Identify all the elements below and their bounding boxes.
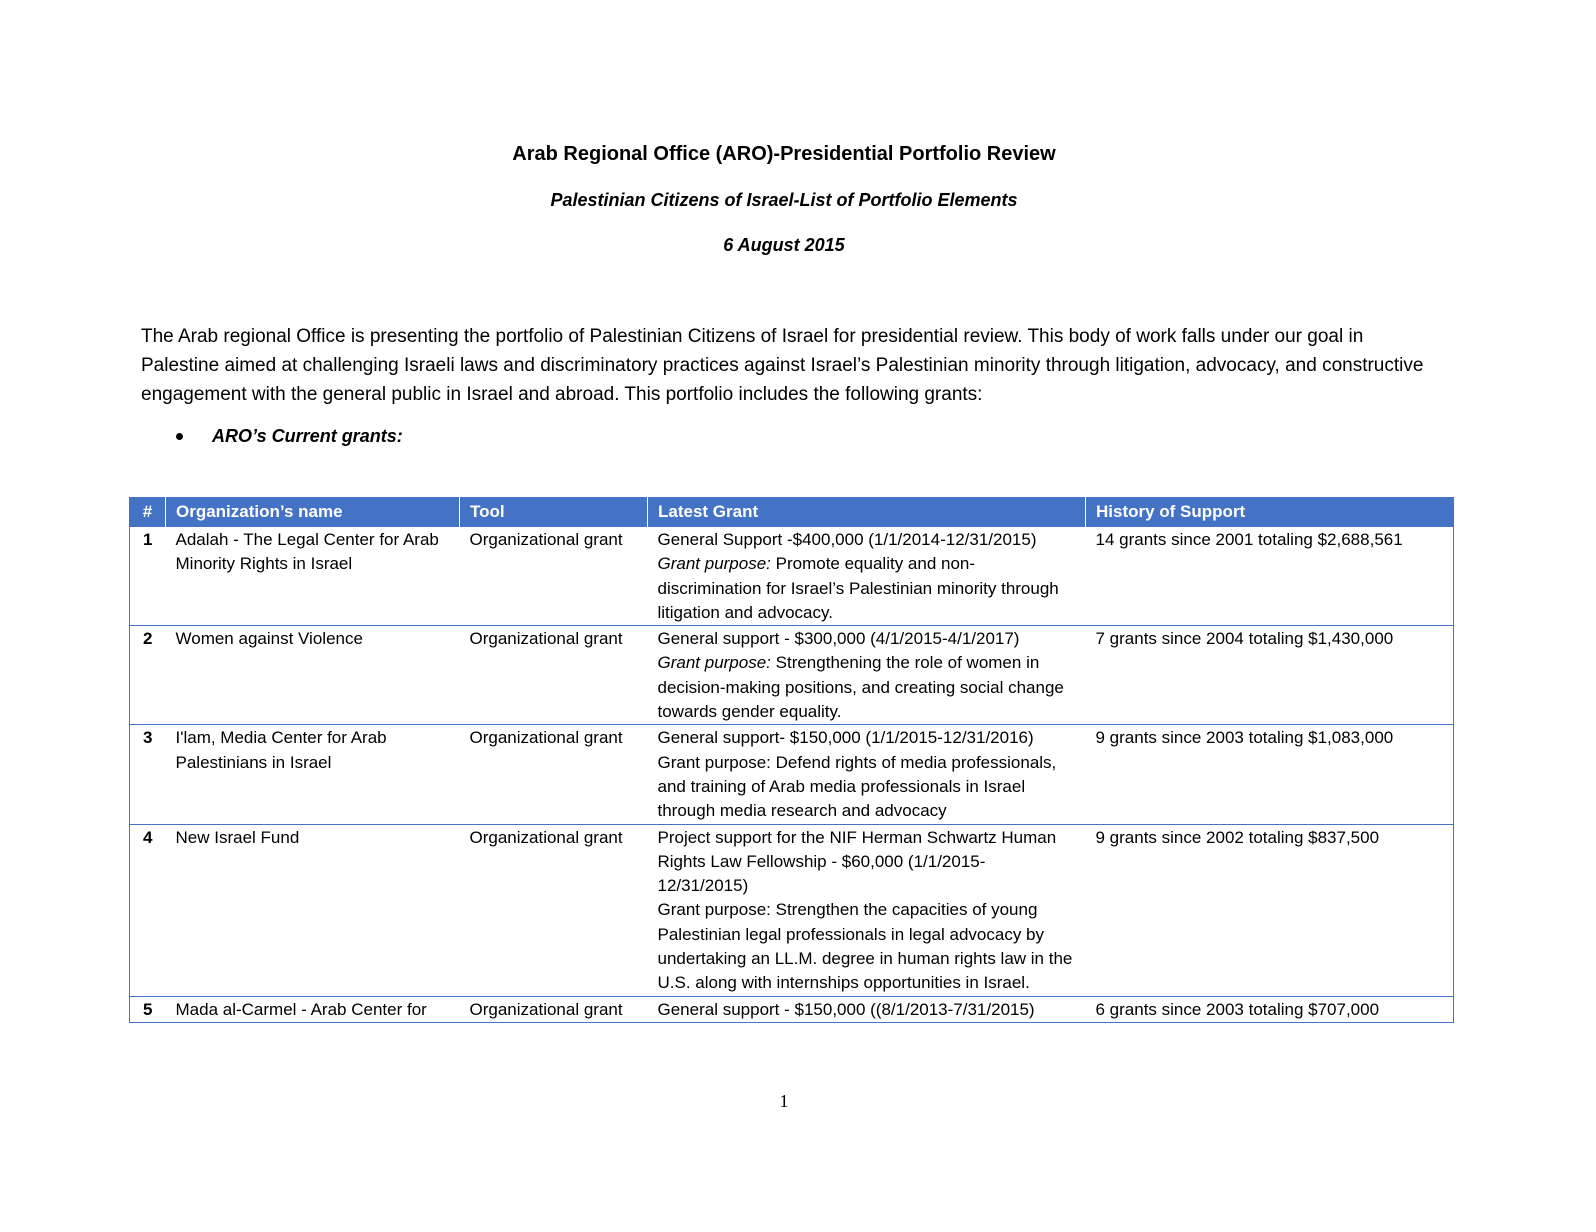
history-of-support: 9 grants since 2002 totaling $837,500 — [1086, 824, 1454, 996]
table-row — [130, 725, 1454, 824]
page-number: 1 — [779, 1091, 789, 1111]
grant-summary: General support- $150,000 (1/1/2015-12/31/2016) — [657, 728, 1034, 748]
grant-purpose-label: Grant purpose: — [657, 653, 771, 673]
grant-purpose-text: Strengthening the role of women in decision-making positions, and creating social change towards gender equality. — [657, 653, 1064, 722]
intro-paragraph: The Arab regional Office is presenting the portfolio of Palestinian Citizens of Israel for presidential review. This body of work falls under our goal in Palestine aimed at challenging Israeli laws and discriminatory practices against Israel’s Palestinian minority through litigation, advocacy, and constructive engagement with the general public in Israel and abroad. This portfolio includes the following grants: — [141, 326, 1424, 405]
grant-purpose — [658, 552, 1076, 625]
header-number: # — [130, 497, 166, 527]
document-title: Arab Regional Office (ARO)-Presidential Portfolio Review — [512, 143, 1056, 165]
grant-purpose — [658, 651, 1076, 724]
header-tool: Tool — [460, 497, 648, 527]
latest-grant — [648, 824, 1086, 996]
row-number: 2 — [130, 626, 166, 725]
row-number: 4 — [130, 824, 166, 996]
grant-summary: General support - $300,000 (4/1/2015-4/1/2017) — [657, 629, 1020, 649]
grant-summary: General support - $150,000 ((8/1/2013-7/31/2015) — [657, 999, 1035, 1019]
organization-name: Mada al-Carmel - Arab Center for — [166, 996, 460, 1022]
organization-name: Women against Violence — [166, 626, 460, 725]
row-number: 3 — [130, 725, 166, 824]
header-latest-grant: Latest Grant — [648, 497, 1086, 527]
table-row — [130, 824, 1454, 996]
header-history: History of Support — [1086, 497, 1454, 527]
history-of-support: 14 grants since 2001 totaling $2,688,561 — [1086, 527, 1454, 626]
history-of-support: 6 grants since 2003 totaling $707,000 — [1086, 996, 1454, 1022]
grant-purpose-label: Grant purpose: — [657, 554, 771, 574]
table-row — [130, 626, 1454, 725]
latest-grant — [648, 996, 1086, 1022]
grant-purpose: Grant purpose: Strengthen the capacities of young Palestinian legal professionals in legal advocacy by undertaking an LL.M. degree in human rights law in the U.S. along with internships opportunities in Israel. — [657, 900, 1073, 993]
document-subtitle: Palestinian Citizens of Israel-List of Portfolio Elements — [550, 190, 1018, 210]
bullet-label: ARO’s Current grants: — [212, 426, 403, 446]
grant-tool: Organizational grant — [460, 527, 648, 626]
grant-tool: Organizational grant — [460, 725, 648, 824]
grant-summary: Project support for the NIF Herman Schwartz Human Rights Law Fellowship - $60,000 (1/1/2015-12/31/2015) — [657, 827, 1057, 896]
bullet-item — [176, 426, 403, 447]
row-number: 5 — [130, 996, 166, 1022]
history-of-support: 7 grants since 2004 totaling $1,430,000 — [1086, 626, 1454, 725]
table-row — [130, 527, 1454, 626]
latest-grant — [648, 527, 1086, 626]
grant-purpose-text: Promote equality and non-discrimination for Israel’s Palestinian minority through litigation and advocacy. — [657, 554, 1059, 622]
table-header-row — [130, 497, 1454, 527]
bullet-icon — [176, 433, 183, 440]
organization-name: New Israel Fund — [166, 824, 460, 996]
row-number: 1 — [130, 527, 166, 626]
grant-tool: Organizational grant — [460, 626, 648, 725]
history-of-support: 9 grants since 2003 totaling $1,083,000 — [1086, 725, 1454, 824]
document-date: 6 August 2015 — [723, 235, 845, 255]
latest-grant — [648, 626, 1086, 725]
organization-name: I'lam, Media Center for Arab Palestinians in Israel — [166, 725, 460, 824]
table-row — [130, 996, 1454, 1022]
grant-tool: Organizational grant — [460, 996, 648, 1022]
grant-summary: General Support -$400,000 (1/1/2014-12/31/2015) — [657, 530, 1037, 549]
grants-table — [129, 497, 1454, 1023]
grant-purpose: Grant purpose: Defend rights of media professionals, and training of Arab media professionals in Israel through media research and advocacy — [657, 752, 1057, 821]
organization-name: Adalah - The Legal Center for Arab Minority Rights in Israel — [166, 527, 460, 626]
header-organization: Organization’s name — [166, 497, 460, 527]
grant-tool: Organizational grant — [460, 824, 648, 996]
latest-grant — [648, 725, 1086, 824]
